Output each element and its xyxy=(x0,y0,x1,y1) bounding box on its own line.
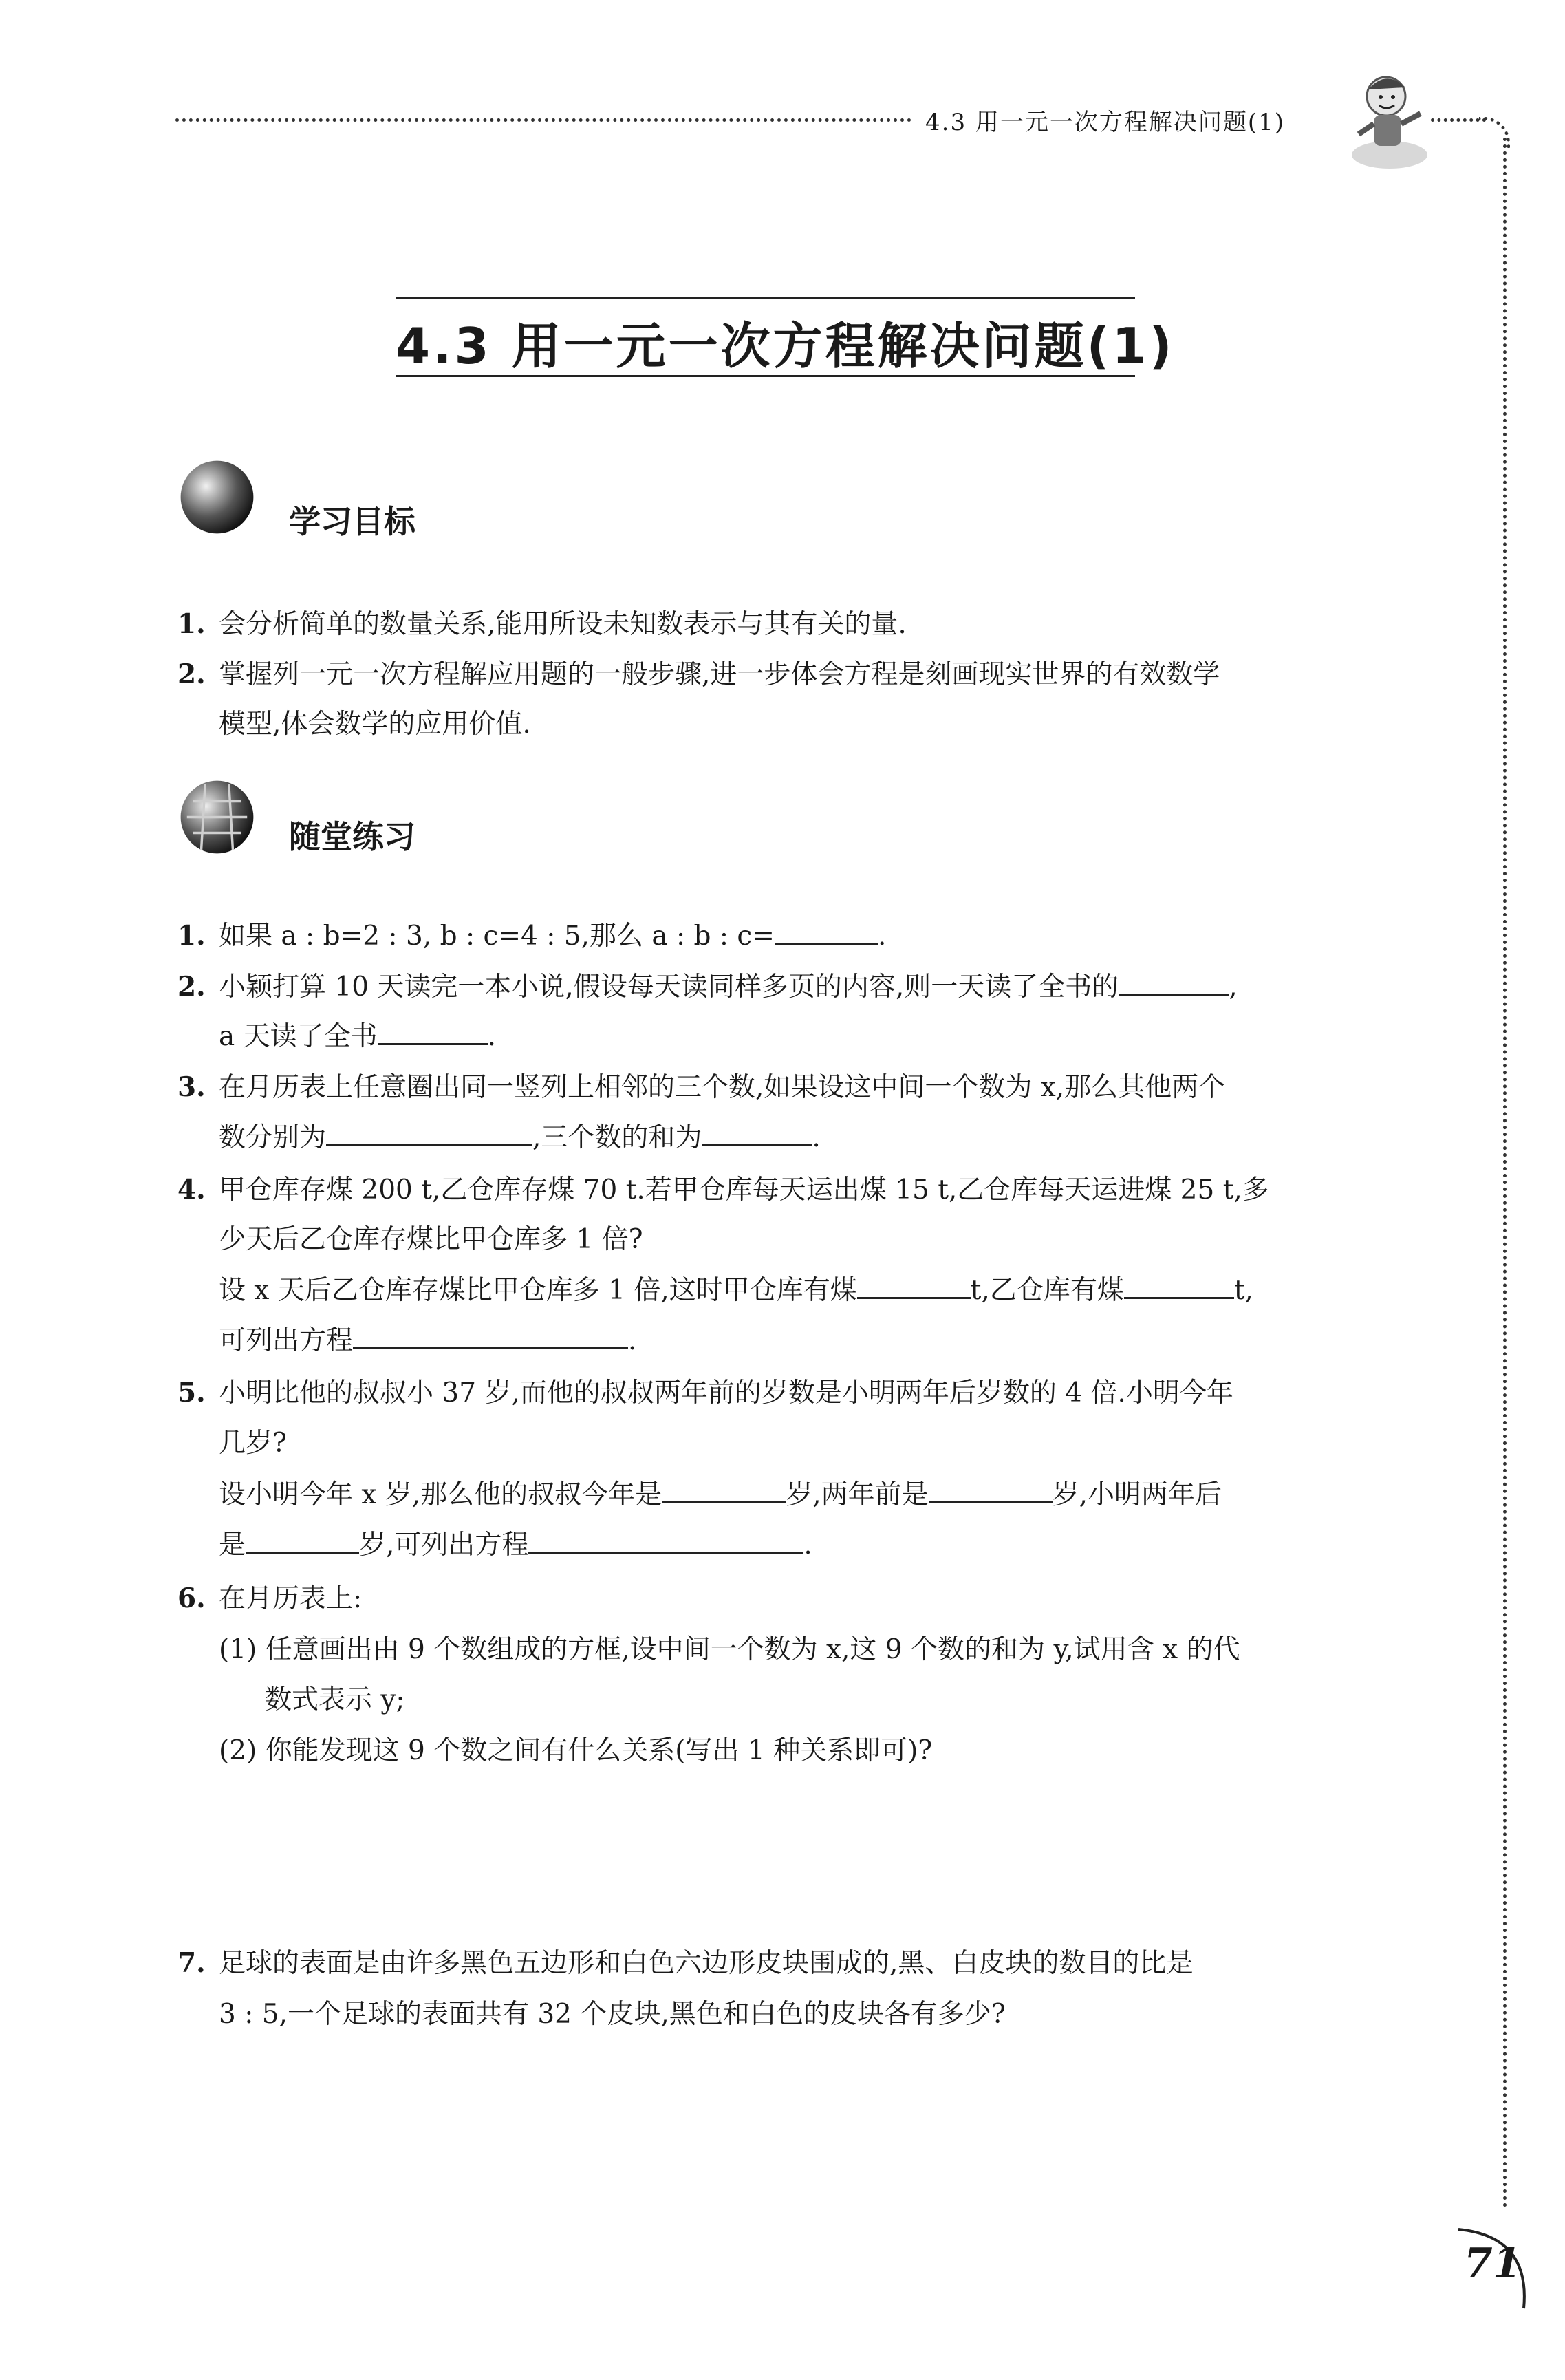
punct: . xyxy=(628,1325,637,1356)
question-5 xyxy=(177,1377,1233,1410)
punct: . xyxy=(877,921,887,952)
page-number: 71 xyxy=(1464,2240,1522,2288)
question-2-cont xyxy=(219,1021,496,1053)
answer-blank[interactable] xyxy=(528,1531,803,1554)
question-6 xyxy=(177,1583,362,1616)
title-top-rule xyxy=(396,297,1135,299)
item-number: 2. xyxy=(177,658,206,690)
item-text: 掌握列一元一次方程解应用题的一般步骤,进一步体会方程是刻画现实世界的有效数学 xyxy=(219,659,1220,690)
answer-blank[interactable] xyxy=(702,1124,812,1146)
question-4-equation xyxy=(219,1325,636,1358)
question-number: 3. xyxy=(177,1071,206,1103)
answer-blank[interactable] xyxy=(1124,1276,1234,1299)
question-text: a 天读了全书 xyxy=(219,1021,378,1052)
question-text: 小颖打算 10 天读完一本小说,假设每天读同样多页的内容,则一天读了全书的 xyxy=(219,972,1119,1003)
question-text: t,乙仓库有煤 xyxy=(970,1275,1124,1306)
question-text: 足球的表面是由许多黑色五边形和白色六边形皮块围成的,黑、白皮块的数目的比是 xyxy=(219,1948,1194,1979)
item-number: 1. xyxy=(177,608,206,640)
running-header: 4.3 用一元一次方程解决问题(1) xyxy=(925,109,1286,136)
question-4-setup xyxy=(219,1275,1253,1307)
punct: , xyxy=(1229,972,1238,1003)
question-7-cont: 3 : 5,一个足球的表面共有 32 个皮块,黑色和白色的皮块各有多少? xyxy=(219,1999,1006,2030)
question-text: 设 x 天后乙仓库存煤比甲仓库多 1 倍,这时甲仓库有煤 xyxy=(219,1275,857,1306)
question-number: 5. xyxy=(177,1377,206,1408)
answer-blank[interactable] xyxy=(775,922,878,945)
question-number: 4. xyxy=(177,1174,206,1205)
answer-blank[interactable] xyxy=(662,1481,786,1503)
objective-item-2 xyxy=(177,658,1220,692)
question-text: ,三个数的和为 xyxy=(532,1122,702,1153)
question-text: 甲仓库存煤 200 t,乙仓库存煤 70 t.若甲仓库每天运出煤 15 t,乙仓库每天运进煤 25 t,多 xyxy=(219,1175,1269,1205)
question-4 xyxy=(177,1174,1269,1207)
answer-blank[interactable] xyxy=(378,1022,488,1045)
question-text: 岁,可列出方程 xyxy=(359,1530,529,1561)
question-text: 在月历表上: xyxy=(219,1583,363,1614)
football-icon xyxy=(177,778,257,857)
margin-dotted-rule xyxy=(1503,138,1507,2209)
question-text: 设小明今年 x 岁,那么他的叔叔今年是 xyxy=(219,1479,662,1510)
objective-item-1 xyxy=(177,608,907,641)
question-number: 1. xyxy=(177,920,206,952)
question-6-part-1-cont: 数式表示 y; xyxy=(265,1684,405,1715)
answer-blank[interactable] xyxy=(857,1276,971,1299)
question-number: 6. xyxy=(177,1583,206,1614)
question-3 xyxy=(177,1071,1225,1104)
question-text: 是 xyxy=(219,1530,246,1561)
question-text: 岁,小明两年后 xyxy=(1052,1479,1222,1510)
answer-blank[interactable] xyxy=(353,1327,628,1349)
question-3-cont xyxy=(219,1122,821,1155)
question-7 xyxy=(177,1947,1193,1980)
answer-blank[interactable] xyxy=(246,1531,359,1554)
section-heading-practice: 随堂练习 xyxy=(289,818,415,855)
punct: . xyxy=(803,1530,812,1561)
question-number: 2. xyxy=(177,971,206,1003)
cartoon-mascot-icon xyxy=(1345,65,1434,175)
question-text: 可列出方程 xyxy=(219,1325,354,1356)
question-text: 数分别为 xyxy=(219,1122,327,1153)
question-5-cont: 几岁? xyxy=(219,1428,287,1459)
answer-blank[interactable] xyxy=(326,1124,532,1146)
question-2 xyxy=(177,971,1238,1004)
question-5-equation xyxy=(219,1530,812,1562)
question-6-part-1: (1) 任意画出由 9 个数组成的方框,设中间一个数为 x,这 9 个数的和为 y,试用含 x 的代 xyxy=(219,1634,1240,1665)
globe-icon xyxy=(177,458,257,537)
answer-blank[interactable] xyxy=(1119,973,1229,996)
question-number: 7. xyxy=(177,1947,206,1979)
question-5-setup xyxy=(219,1479,1222,1512)
answer-blank[interactable] xyxy=(929,1481,1053,1503)
page-title: 4.3 用一元一次方程解决问题(1) xyxy=(396,317,1175,375)
punct: . xyxy=(487,1021,497,1052)
question-4-cont: 少天后乙仓库存煤比甲仓库多 1 倍? xyxy=(219,1224,643,1255)
objective-item-2-cont: 模型,体会数学的应用价值. xyxy=(219,709,531,740)
question-1 xyxy=(177,920,886,953)
question-text: 小明比他的叔叔小 37 岁,而他的叔叔两年前的岁数是小明两年后岁数的 4 倍.小明今年 xyxy=(219,1377,1233,1408)
question-6-part-2: (2) 你能发现这 9 个数之间有什么关系(写出 1 种关系即可)? xyxy=(219,1735,933,1766)
question-text: 如果 a : b=2 : 3, b : c=4 : 5,那么 a : b : c= xyxy=(219,921,775,952)
item-text: 会分析简单的数量关系,能用所设未知数表示与其有关的量. xyxy=(219,609,907,640)
header-dotted-rule xyxy=(175,118,911,122)
section-heading-objectives: 学习目标 xyxy=(289,503,415,540)
header-dotted-rule-right xyxy=(1431,118,1486,122)
punct: . xyxy=(812,1122,821,1153)
question-text: 在月历表上任意圈出同一竖列上相邻的三个数,如果设这中间一个数为 x,那么其他两个 xyxy=(219,1072,1226,1103)
punct: t, xyxy=(1233,1275,1253,1306)
title-bottom-rule xyxy=(396,375,1135,377)
question-text: 岁,两年前是 xyxy=(786,1479,929,1510)
